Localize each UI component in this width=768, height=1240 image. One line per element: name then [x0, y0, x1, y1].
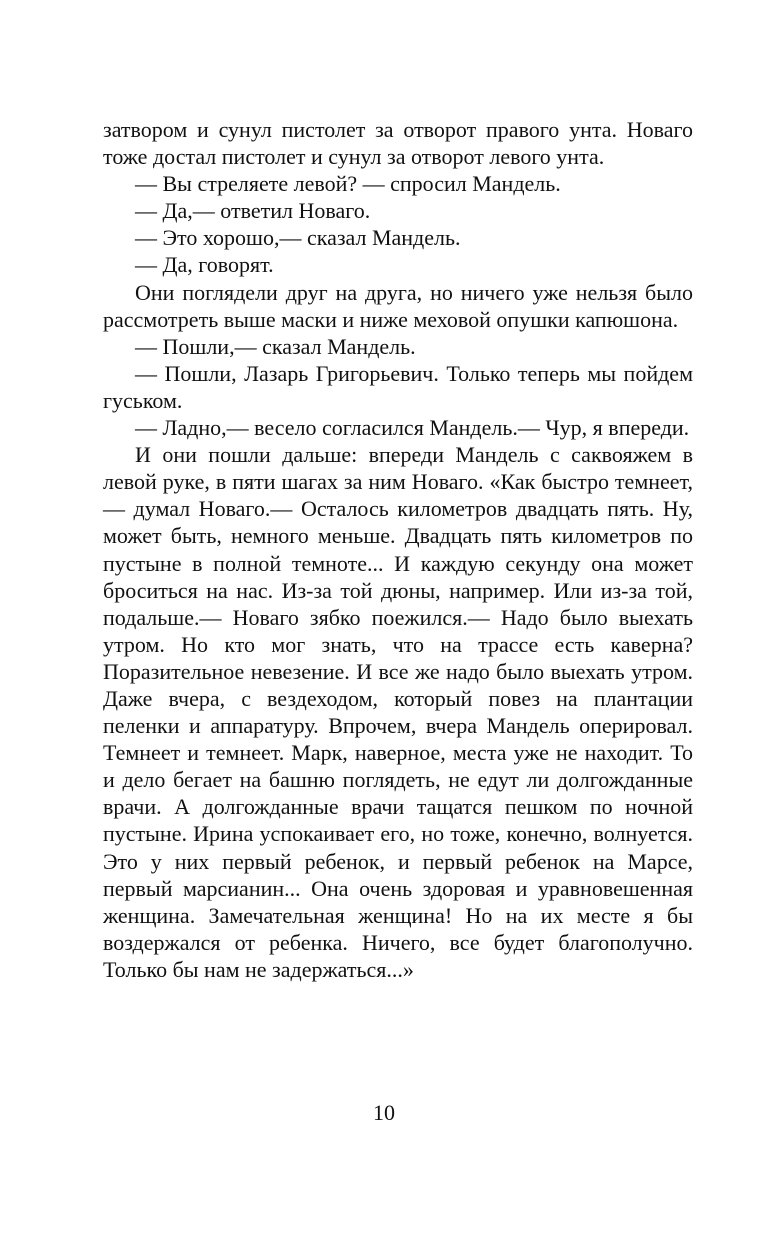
paragraph: Они поглядели друг на друга, но ничего уже нельзя было рассмотреть выше маски и ниже меховой опушки капюшона. [103, 279, 693, 332]
dialogue-line: — Ладно,— весело согласился Мандель.— Чур, я впереди. [135, 415, 690, 441]
paragraph-continuation: затвором и сунул пистолет за отворот правого унта. Новаго тоже достал пистолет и сунул за отворот левого унта. [103, 117, 693, 170]
body-text [103, 116, 693, 983]
page-number: 10 [373, 1100, 395, 1125]
dialogue-line: — Пошли, Лазарь Григорьевич. Только теперь мы пойдем гуськом. [103, 360, 693, 413]
dialogue-line: — Да, говорят. [135, 252, 274, 278]
dialogue-line: — Да,— ответил Новаго. [135, 198, 371, 224]
dialogue-line: — Пошли,— сказал Мандель. [135, 333, 416, 359]
paragraph: И они пошли дальше: впереди Мандель с саквояжем в левой руке, в пяти шагах за ним Новаго. «Как быстро темнеет,— думал Новаго.— Осталось километров двадцать пять. Ну, может быть, немного меньше. Двадцать пять километров по пустыне в полной темноте... И каждую секунду она может броситься на нас. Из-за той дюны, например. Или из-за той, подальше.— Новаго зябко поежился.— Надо было выехать утром. Но кто мог знать, что на трассе есть каверна? Поразительное невезение. И все же надо было выехать утром. Даже вчера, с вездеходом, который повез на плантации пеленки и аппаратуру. Впрочем, вчера Мандель оперировал. Темнеет и темнеет. Марк, наверное, места уже не находит. То и дело бегает на башню поглядеть, не едут ли долгожданные врачи. А долгожданные врачи тащатся пешком по ночной пустыне. Ирина успокаивает его, но тоже, конечно, волнуется. Это у них первый ребенок, и первый ребенок на Марсе, первый марсианин... Она очень здоровая и уравновешенная женщина. Замечательная женщина! Но на их месте я бы воздержался от ребенка. Ничего, все будет благополучно. Только бы нам не задержаться...» [103, 442, 693, 982]
dialogue-line: — Вы стреляете левой? — спросил Мандель. [135, 171, 561, 197]
dialogue-line: — Это хорошо,— сказал Мандель. [135, 225, 461, 251]
